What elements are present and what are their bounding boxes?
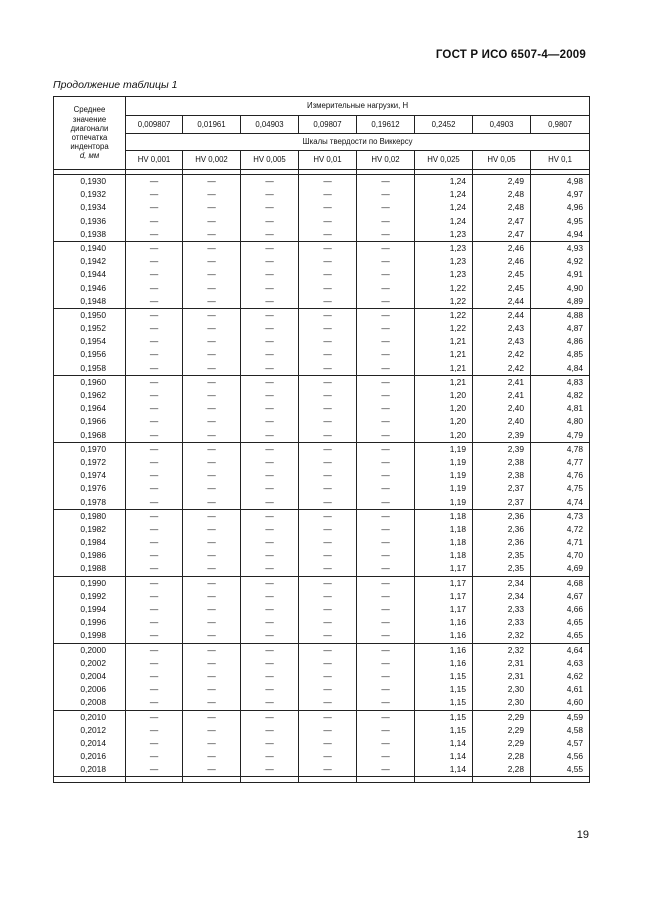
dash-cell: — — — — — [241, 710, 299, 777]
hv-0025-cell: 1,18 1,18 1,18 1,18 1,17 [415, 509, 473, 576]
dash-cell: — — — — — [357, 442, 415, 509]
scale-header-cell: HV 0,025 [415, 151, 473, 170]
dash-cell: — — — — — [126, 509, 183, 576]
dash-cell: — — — — — [183, 241, 241, 308]
table-row-group [54, 576, 590, 643]
table-row-group [54, 442, 590, 509]
hv-0025-cell: 1,17 1,17 1,17 1,16 1,16 [415, 576, 473, 643]
hv-01-cell: 4,98 4,97 4,96 4,95 4,94 [531, 175, 590, 242]
diagonal-cell: 0,1970 0,1972 0,1974 0,1976 0,1978 [54, 442, 126, 509]
hv-0025-cell: 1,22 1,22 1,21 1,21 1,21 [415, 308, 473, 375]
diagonal-column-header: Среднее значение диагонали отпечатка индентора d, мм [54, 97, 126, 170]
dash-cell: — — — — — [183, 175, 241, 242]
dash-cell: — — — — — [241, 175, 299, 242]
dash-cell: — — — — — [241, 375, 299, 442]
scale-header-cell: HV 0,001 [126, 151, 183, 170]
diagonal-cell: 0,1990 0,1992 0,1994 0,1996 0,1998 [54, 576, 126, 643]
dash-cell: — — — — — [183, 308, 241, 375]
dash-cell: — — — — — [299, 643, 357, 710]
diagonal-cell: 0,1950 0,1952 0,1954 0,1956 0,1958 [54, 308, 126, 375]
dash-cell: — — — — — [299, 375, 357, 442]
scale-header-cell: HV 0,01 [299, 151, 357, 170]
diagonal-cell: 0,1930 0,1932 0,1934 0,1936 0,1938 [54, 175, 126, 242]
scale-header-cell: HV 0,1 [531, 151, 590, 170]
scale-header-cell: HV 0,002 [183, 151, 241, 170]
hv-01-cell: 4,88 4,87 4,86 4,85 4,84 [531, 308, 590, 375]
diagonal-cell: 0,2010 0,2012 0,2014 0,2016 0,2018 [54, 710, 126, 777]
hv-005-cell: 2,44 2,43 2,43 2,42 2,42 [473, 308, 531, 375]
dash-cell: — — — — — [126, 375, 183, 442]
dash-cell: — — — — — [357, 710, 415, 777]
dash-cell: — — — — — [183, 509, 241, 576]
dash-cell: — — — — — [241, 442, 299, 509]
hv-0025-cell: 1,24 1,24 1,24 1,24 1,23 [415, 175, 473, 242]
hv-01-cell: 4,83 4,82 4,81 4,80 4,79 [531, 375, 590, 442]
load-header-cell: 0,2452 [415, 116, 473, 134]
table-row-group [54, 509, 590, 576]
dash-cell: — — — — — [357, 509, 415, 576]
dash-cell: — — — — — [241, 643, 299, 710]
dash-cell: — — — — — [241, 509, 299, 576]
scales-header: Шкалы твердости по Виккерсу [126, 134, 590, 151]
scale-header-cell: HV 0,005 [241, 151, 299, 170]
hardness-table [53, 96, 590, 783]
table-row-group [54, 308, 590, 375]
hv-005-cell: 2,46 2,46 2,45 2,45 2,44 [473, 241, 531, 308]
hv-01-cell: 4,64 4,63 4,62 4,61 4,60 [531, 643, 590, 710]
dash-cell: — — — — — [357, 175, 415, 242]
hv-005-cell: 2,39 2,38 2,38 2,37 2,37 [473, 442, 531, 509]
hv-01-cell: 4,78 4,77 4,76 4,75 4,74 [531, 442, 590, 509]
page-number: 19 [576, 829, 589, 841]
dash-cell: — — — — — [126, 576, 183, 643]
scale-header-cell: HV 0,05 [473, 151, 531, 170]
dash-cell: — — — — — [241, 308, 299, 375]
dash-cell: — — — — — [126, 710, 183, 777]
diagonal-cell: 0,1960 0,1962 0,1964 0,1966 0,1968 [54, 375, 126, 442]
dash-cell: — — — — — [126, 241, 183, 308]
load-header-cell: 0,19612 [357, 116, 415, 134]
diagonal-cell: 0,1940 0,1942 0,1944 0,1946 0,1948 [54, 241, 126, 308]
diagonal-cell: 0,2000 0,2002 0,2004 0,2006 0,2008 [54, 643, 126, 710]
dash-cell: — — — — — [126, 643, 183, 710]
table-row-group [54, 710, 590, 777]
dash-cell: — — — — — [241, 576, 299, 643]
table-row-group [54, 643, 590, 710]
hv-01-cell: 4,73 4,72 4,71 4,70 4,69 [531, 509, 590, 576]
hv-0025-cell: 1,23 1,23 1,23 1,22 1,22 [415, 241, 473, 308]
dash-cell: — — — — — [299, 710, 357, 777]
dash-cell: — — — — — [299, 308, 357, 375]
hv-0025-cell: 1,15 1,15 1,14 1,14 1,14 [415, 710, 473, 777]
dash-cell: — — — — — [357, 375, 415, 442]
dash-cell: — — — — — [183, 375, 241, 442]
dash-cell: — — — — — [299, 175, 357, 242]
dash-cell: — — — — — [183, 643, 241, 710]
document-code: ГОСТ Р ИСО 6507-4—2009 [435, 49, 586, 61]
hv-005-cell: 2,49 2,48 2,48 2,47 2,47 [473, 175, 531, 242]
hv-01-cell: 4,68 4,67 4,66 4,65 4,65 [531, 576, 590, 643]
hv-005-cell: 2,36 2,36 2,36 2,35 2,35 [473, 509, 531, 576]
table-row-group [54, 175, 590, 242]
hv-01-cell: 4,93 4,92 4,91 4,90 4,89 [531, 241, 590, 308]
dash-cell: — — — — — [357, 241, 415, 308]
scale-header-cell: HV 0,02 [357, 151, 415, 170]
dash-cell: — — — — — [357, 576, 415, 643]
hv-0025-cell: 1,21 1,20 1,20 1,20 1,20 [415, 375, 473, 442]
dash-cell: — — — — — [126, 308, 183, 375]
dash-cell: — — — — — [357, 643, 415, 710]
load-header-cell: 0,01961 [183, 116, 241, 134]
dash-cell: — — — — — [183, 710, 241, 777]
hv-0025-cell: 1,19 1,19 1,19 1,19 1,19 [415, 442, 473, 509]
dash-cell: — — — — — [299, 576, 357, 643]
table-row-group [54, 375, 590, 442]
hv-01-cell: 4,59 4,58 4,57 4,56 4,55 [531, 710, 590, 777]
load-header-cell: 0,4903 [473, 116, 531, 134]
hv-005-cell: 2,32 2,31 2,31 2,30 2,30 [473, 643, 531, 710]
diagonal-cell: 0,1980 0,1982 0,1984 0,1986 0,1988 [54, 509, 126, 576]
dash-cell: — — — — — [183, 442, 241, 509]
hv-0025-cell: 1,16 1,16 1,15 1,15 1,15 [415, 643, 473, 710]
hv-005-cell: 2,41 2,41 2,40 2,40 2,39 [473, 375, 531, 442]
table-continuation-caption: Продолжение таблицы 1 [53, 79, 178, 91]
dash-cell: — — — — — [299, 241, 357, 308]
dash-cell: — — — — — [357, 308, 415, 375]
dash-cell: — — — — — [126, 442, 183, 509]
dash-cell: — — — — — [241, 241, 299, 308]
load-header-cell: 0,09807 [299, 116, 357, 134]
load-header-cell: 0,9807 [531, 116, 590, 134]
dash-cell: — — — — — [126, 175, 183, 242]
hv-005-cell: 2,34 2,34 2,33 2,33 2,32 [473, 576, 531, 643]
load-header-cell: 0,04903 [241, 116, 299, 134]
table-row-group [54, 241, 590, 308]
dash-cell: — — — — — [183, 576, 241, 643]
dash-cell: — — — — — [299, 509, 357, 576]
loads-header: Измерительные нагрузки, Н [126, 97, 590, 116]
load-header-cell: 0,009807 [126, 116, 183, 134]
dash-cell: — — — — — [299, 442, 357, 509]
hv-005-cell: 2,29 2,29 2,29 2,28 2,28 [473, 710, 531, 777]
